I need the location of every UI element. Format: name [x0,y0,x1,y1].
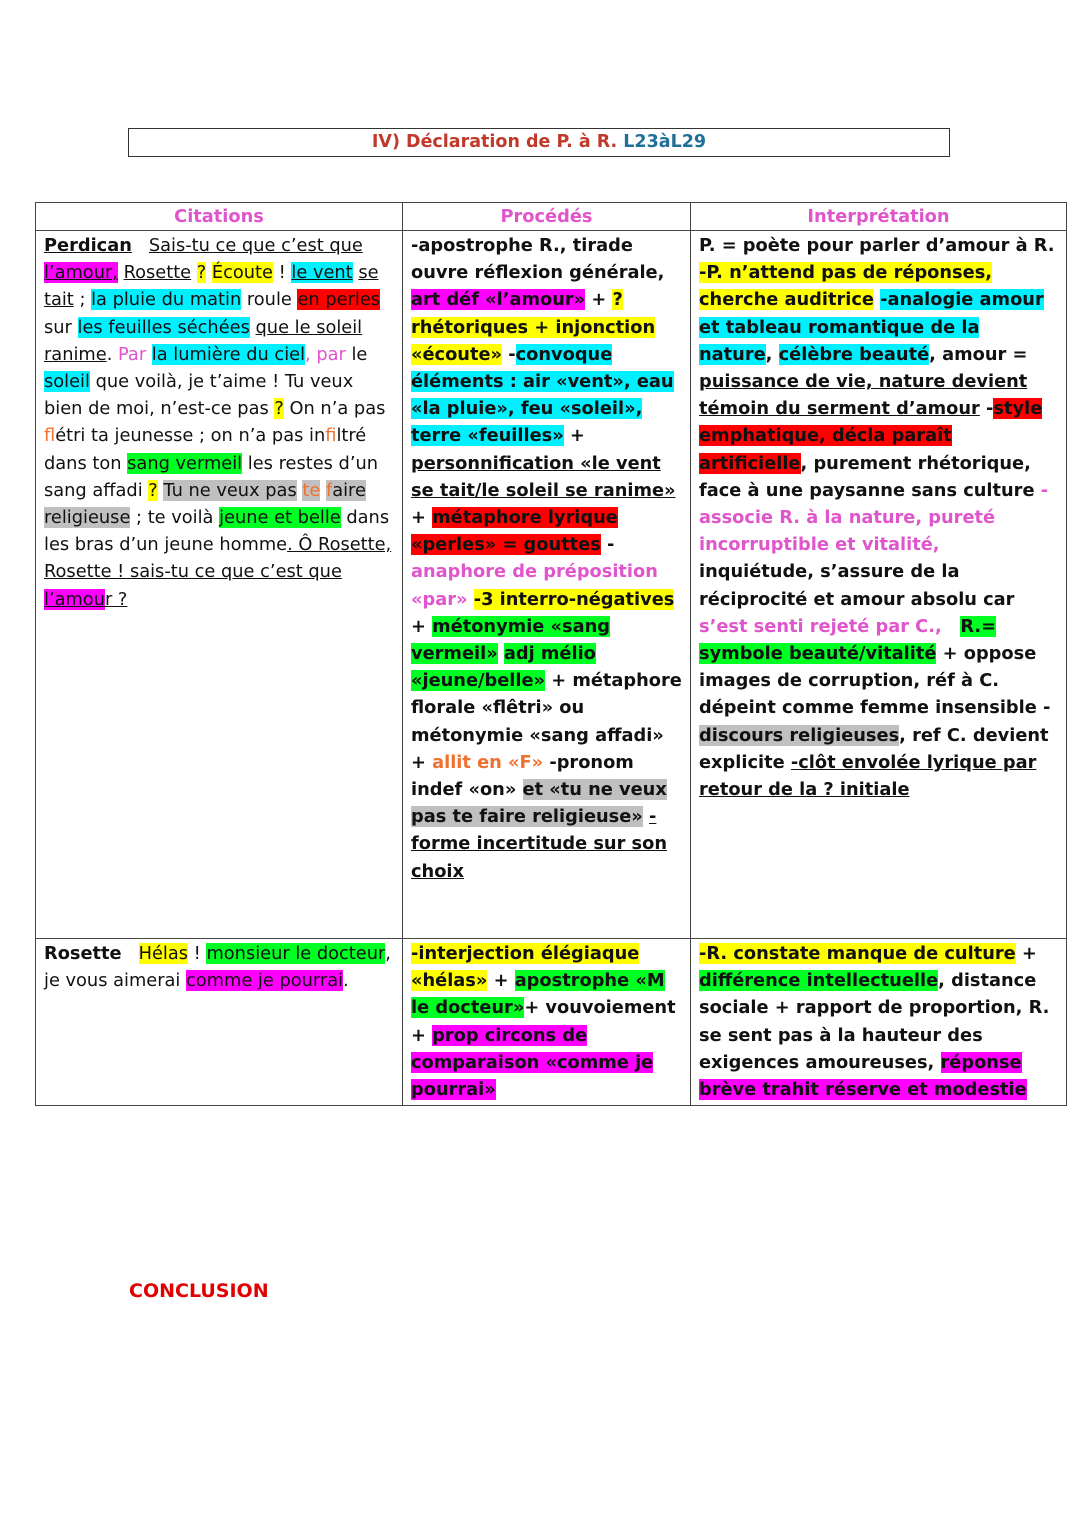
citation-highlight: ? [274,398,284,420]
citation-text: le [351,343,368,365]
interpretation-highlight: discours religieuses [699,724,900,746]
citation-highlight: ? [196,262,207,284]
procede-text: + vouvoiement + [411,997,676,1046]
interpretation-highlight: réponse brève trahit réserve et modestie [699,1051,1027,1101]
citation-text: létri ta jeunesse ; on n’a pas in [55,425,326,447]
citation-highlight: sang vermeil [127,452,243,474]
interpretation-cell [691,939,1067,1106]
header-citations: Citations [36,203,403,231]
procede-text: + [569,425,585,447]
citation-highlight: les feuilles séchées [77,316,250,338]
procede-highlight: adj mélio «jeune/belle» [411,643,596,692]
interpretation-text: , [765,343,773,365]
citation-text: . [106,343,113,365]
citation-text: f [325,425,337,447]
citation-highlight: Écoute [211,262,273,284]
procede-text: - [607,534,615,556]
procede-highlight: métaphore lyrique «perles» = gouttes [411,507,618,556]
citation-text: On n’a pas [289,398,386,420]
interpretation-text: s’est senti rejeté par C., [699,615,942,637]
procede-highlight: prop circons de comparaison «comme je pourrai» [411,1024,654,1101]
procede-highlight: ? [612,289,623,311]
citation-highlight: f [325,479,333,501]
procede-text: -pronom indef «on» [411,751,634,801]
interpretation-text: , purement rhétorique, face à une paysanne sans culture [699,452,1035,501]
header-interpretation: Interprétation [691,203,1067,231]
interpretation-text: + oppose images de corruption, réf à C. dépeint comme femme insensible [699,643,1037,719]
citation-cell [36,939,403,1106]
interpretation-highlight: style emphatique, décla paraît artificielle [699,398,1043,474]
citation-text: se tait [44,262,379,311]
citation-text: Sais-tu ce que c’est que [148,235,363,256]
citation-highlight: Tu ne veux pas [163,479,297,501]
citation-highlight: la lumière du ciel [151,343,306,365]
procede-highlight: apostrophe «M le docteur» [411,970,665,1019]
procede-text: allit en «F» [432,751,544,773]
citation-text: . Ô Rosette, Rosette ! sais-tu ce que c’est que [44,534,392,583]
citation-text: roule [246,289,292,311]
citation-text: . [343,970,349,992]
citation-text: iltré dans ton [44,425,367,474]
interpretation-text: , amour = [929,343,1028,365]
citation-highlight: comme je pourrai [186,970,344,992]
header-procedes: Procédés [403,203,691,231]
procede-text: - [508,343,516,365]
procede-text: + [411,507,426,529]
interpretation-highlight: -R. constate manque de culture [699,943,1016,964]
interpretation-text: P. = poète pour parler d’amour à R. [699,235,1055,256]
conclusion-heading: CONCLUSION [129,1280,269,1302]
citation-highlight: soleil [44,371,90,393]
procede-highlight: et «tu ne veux pas te faire religieuse» [411,779,667,828]
speaker-name: Perdican [44,235,132,256]
citation-highlight: ? [148,479,158,501]
interpretation-text: inquiétude, s’assure de la réciprocité et amour absolu car [699,561,1015,610]
interpretation-text: + [1021,943,1037,964]
citation-text: sur [44,316,72,338]
interpretation-highlight: différence intellectuelle [699,970,939,992]
citation-text: ! [278,262,286,284]
citation-text: dans les bras d’un jeune homme [44,507,390,556]
citation-highlight: jeune et belle [219,507,341,529]
interpretation-text: puissance de vie, nature devient témoin du serment d’amour [699,371,1028,420]
table-row [36,939,1067,1106]
citation-cell [36,231,403,939]
citation-text: f [44,425,56,447]
section-title-lines: L23àL29 [623,132,707,152]
table-row [36,231,1067,939]
interpretation-highlight: symbole beauté/vitalité [699,643,937,665]
interpretation-highlight: -analogie amour et tableau romantique de la nature [699,289,1044,365]
citation-highlight: monsieur le docteur [206,943,386,964]
citation-text: r ? [104,588,128,610]
procede-text: + [591,289,607,311]
procede-text: -forme incertitude sur son choix [411,806,668,882]
interpretation-cell [691,231,1067,939]
section-title-main: IV) Déclaration de P. à R. [371,132,618,152]
interpretation-text: , ref C. devient explicite [699,724,1049,773]
procede-highlight: art déf «l’amour» [411,289,586,311]
citation-text: Par [118,343,147,365]
analysis-table [35,202,1067,1106]
citation-highlight: la pluie du matin [91,289,242,311]
interpretation-highlight: célèbre beauté [778,343,930,365]
procedes-cell [403,939,691,1106]
procede-highlight: métonymie «sang vermeil» [411,615,610,665]
citation-highlight: aire religieuse [44,479,366,529]
section-title [128,128,950,157]
citation-highlight: te [302,479,321,501]
procede-text: anaphore de préposition «par» [411,561,658,610]
procede-text: + [411,615,426,637]
interpretation-text: - [1043,697,1051,719]
interpretation-text: , distance sociale + rapport de proportion, R. se sent pas à la hauteur des exigences amoureuses, [699,970,1050,1073]
speaker-name: Rosette [44,943,122,964]
interpretation-text: - [986,398,994,420]
procedes-cell [403,231,691,939]
procede-text: -apostrophe R., tirade ouvre réflexion générale, [411,235,665,284]
procede-text: + [493,970,509,992]
procede-text: personnification «le vent se tait/le soleil se ranime» [411,452,676,501]
citation-highlight: en perles [297,289,381,311]
citation-highlight: Hélas [138,943,189,964]
citation-text: les restes d’un sang affadi [44,452,379,501]
procede-highlight: convoque éléments : air «vent», eau «la pluie», feu «soleil», terre «feuilles» [411,343,674,447]
citation-highlight: le vent [291,262,353,284]
citation-text: ; [79,289,86,311]
citation-text: , par [305,343,346,365]
interpretation-text: -associe R. à la nature, pureté incorruptible et vitalité, [699,479,1049,556]
interpretation-text: -clôt envolée lyrique par retour de la ? initiale [699,751,1037,801]
citation-text: Rosette [123,262,192,284]
procede-highlight: -interjection élégiaque «hélas» [411,943,640,992]
interpretation-highlight: R.= [960,615,997,637]
interpretation-highlight: -P. n’attend pas de réponses, cherche auditrice [699,262,993,311]
citation-text: ! [193,943,201,964]
citation-highlight: l’amou [44,588,105,610]
header-row [36,203,1067,231]
procede-text: + métaphore florale «flêtri» ou métonymie «sang affadi» + [411,670,682,773]
citation-text: ; te voilà [136,507,214,529]
citation-highlight: l’amour, [44,262,118,284]
citation-text: que voilà, je t’aime ! Tu veux bien de moi, n’est-ce pas [44,371,354,420]
citation-text: que le soleil ranime [44,316,363,365]
procede-highlight: rhétoriques + injonction «écoute» [411,316,656,365]
citation-text: , je vous aimerai [44,943,391,992]
procede-highlight: -3 interro-négatives [473,588,675,610]
